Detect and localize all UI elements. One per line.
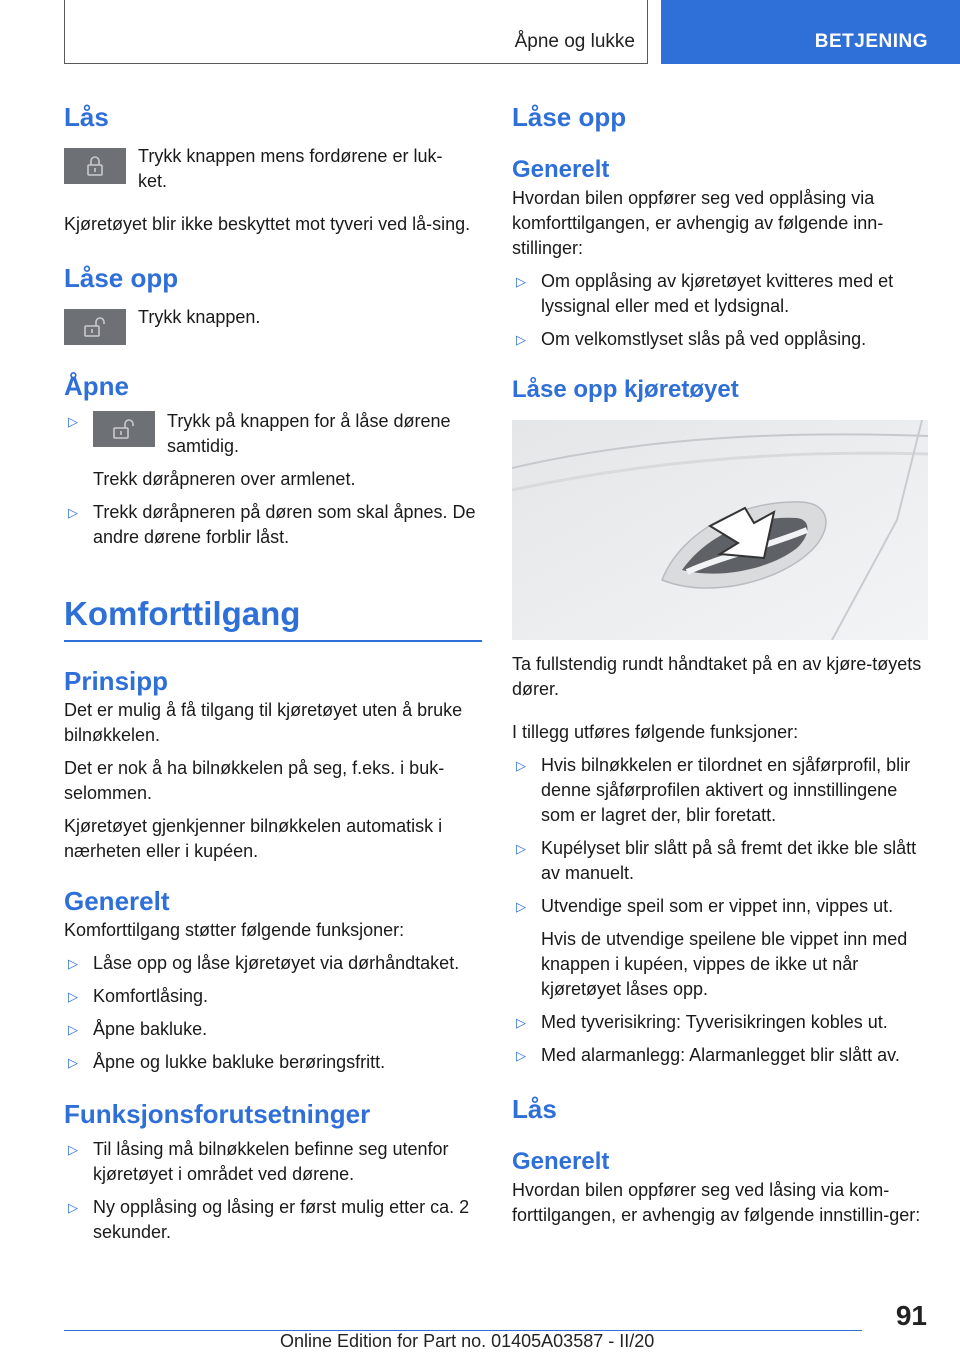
heading-generelt: Generelt — [512, 1148, 610, 1175]
list-item: ▷ Med alarmanlegg: Alarmanlegget blir slått av. — [512, 1043, 930, 1068]
bullet-triangle-icon: ▷ — [68, 1022, 78, 1037]
open-item-text: Trekk døråpneren på døren som skal åpnes. De andre dørene forblir låst. — [93, 502, 476, 547]
bullet-triangle-icon: ▷ — [68, 1055, 78, 1070]
edition-text: Online Edition for Part no. 01405A03587 - II/20 — [280, 1331, 655, 1351]
list-item: ▷ Til låsing må bilnøkkelen befinne seg utenfor kjøretøyet i området ved dørene. — [68, 1139, 449, 1184]
heading-komforttilgang: Komforttilgang — [64, 595, 301, 632]
list-item: ▷ Kupélyset blir slått på så fremt det ikke ble slått av manuelt. — [516, 838, 917, 883]
heading-prinsipp: Prinsipp — [64, 666, 169, 696]
list-item-subtext: Hvis de utvendige speilene ble vippet inn med knappen i kupéen, vippes de ikke ut når kjøretøyet låses opp. — [541, 929, 908, 999]
door-handle-image — [512, 420, 928, 640]
bullet-triangle-icon: ▷ — [516, 1048, 526, 1063]
door-handle-illustration — [512, 420, 928, 640]
heading-generelt: Generelt — [64, 886, 170, 916]
bullet-triangle-icon: ▷ — [516, 899, 526, 914]
header-title-box — [64, 0, 648, 64]
paragraph: Kjøretøyet gjenkjenner bilnøkkelen automatisk i nærheten eller i kupéen. — [64, 816, 443, 861]
list-item: ▷ Hvis bilnøkkelen er tilordnet en sjåførprofil, blir denne sjåførprofilen aktivert og innstillingene som er lagret der, blir foretatt. — [516, 755, 911, 825]
lock-instruction: Trykk knappen mens fordørene er luk-ket. — [138, 146, 443, 191]
list-item: ▷ Utvendige speil som er vippet inn, vippes ut. Hvis de utvendige speilene ble vippet inn med knappen i kupéen, vippes de ikke ut når kjøretøyet låses opp. — [512, 894, 930, 1002]
unlock-button-image — [64, 309, 126, 345]
section-title: BETJENING — [814, 31, 928, 52]
list-item: ▷ Ny opplåsing og låsing er først mulig etter ca. 2 sekunder. — [68, 1197, 470, 1242]
paragraph: I tillegg utføres følgende funksjoner: — [512, 722, 799, 742]
section-tab — [661, 0, 960, 64]
bullet-triangle-icon: ▷ — [516, 274, 526, 289]
features-list — [64, 951, 482, 1075]
unlock-icon — [112, 418, 136, 440]
list-item — [64, 409, 482, 492]
bullet-triangle-icon: ▷ — [68, 956, 78, 971]
heading-laas: Lås — [512, 1094, 557, 1124]
bullet-triangle-icon: ▷ — [516, 758, 526, 773]
unlock-functions-list — [512, 753, 930, 1068]
bullet-triangle-icon: ▷ — [68, 1200, 78, 1215]
list-item: ▷ Om velkomstlyset slås på ved opplåsing. — [512, 327, 930, 352]
unlock-icon — [83, 316, 107, 338]
bullet-triangle-icon: ▷ — [68, 989, 78, 1004]
bullet-triangle-icon: ▷ — [68, 505, 78, 520]
list-item: ▷ Åpne bakluke. — [64, 1017, 482, 1042]
unlock-instruction: Trykk knappen. — [138, 307, 261, 327]
bullet-triangle-icon: ▷ — [68, 414, 78, 429]
right-column — [512, 100, 930, 1228]
heading-laase-opp: Låse opp — [512, 102, 627, 132]
list-item: ▷ Med tyverisikring: Tyverisikringen kobles ut. — [512, 1010, 930, 1035]
unlock-button-image — [93, 411, 155, 447]
paragraph: Hvordan bilen oppfører seg ved låsing via kom-forttilgangen, er avhengig av følgende innstillin-ger: — [512, 1180, 921, 1225]
list-item: ▷ Låse opp og låse kjøretøyet via dørhåndtaket. — [64, 951, 482, 976]
list-item — [64, 500, 482, 550]
bullet-triangle-icon: ▷ — [516, 841, 526, 856]
lock-button-image — [64, 148, 126, 184]
heading-rule — [64, 640, 482, 642]
heading-funksjonsforutsetninger: Funksjonsforutsetninger — [64, 1099, 371, 1129]
open-list — [64, 409, 482, 550]
heading-laase-opp: Låse opp — [64, 263, 179, 293]
paragraph: Komforttilgang støtter følgende funksjoner: — [64, 920, 405, 940]
lock-note: Kjøretøyet blir ikke beskyttet mot tyveri ved lå-sing. — [64, 214, 471, 234]
bullet-triangle-icon: ▷ — [68, 1142, 78, 1157]
left-column — [64, 100, 482, 1245]
heading-aapne: Åpne — [64, 371, 129, 401]
paragraph: Hvordan bilen oppfører seg ved opplåsing via komforttilgangen, er avhengig av følgende inn-stillinger: — [512, 188, 884, 258]
open-item-text: Trykk på knappen for å låse dørene samtidig. — [167, 411, 451, 456]
bullet-triangle-icon: ▷ — [516, 1015, 526, 1030]
requirements-list — [64, 1137, 482, 1245]
list-item: ▷ Åpne og lukke bakluke berøringsfritt. — [64, 1050, 482, 1075]
paragraph: Det er mulig å få tilgang til kjøretøyet uten å bruke bilnøkkelen. — [64, 700, 463, 745]
paragraph: Det er nok å ha bilnøkkelen på seg, f.eks. i buk-selommen. — [64, 758, 445, 803]
page-number: 91 — [895, 1300, 927, 1331]
paragraph: Ta fullstendig rundt håndtaket på en av kjøre-tøyets dører. — [512, 654, 922, 699]
bullet-triangle-icon: ▷ — [516, 332, 526, 347]
lock-icon — [84, 155, 106, 177]
heading-laase-opp-kjoretoyet: Låse opp kjøretøyet — [512, 376, 739, 403]
heading-generelt: Generelt — [512, 156, 610, 183]
list-item: ▷ Komfortlåsing. — [64, 984, 482, 1009]
chapter-title: Åpne og lukke — [514, 31, 635, 52]
list-item: ▷ Om opplåsing av kjøretøyet kvitteres med et lyssignal eller med et lydsignal. — [516, 271, 894, 316]
unlock-settings-list — [512, 269, 930, 352]
heading-laas: Lås — [64, 102, 109, 132]
open-item-subtext: Trekk døråpneren over armlenet. — [93, 469, 356, 489]
